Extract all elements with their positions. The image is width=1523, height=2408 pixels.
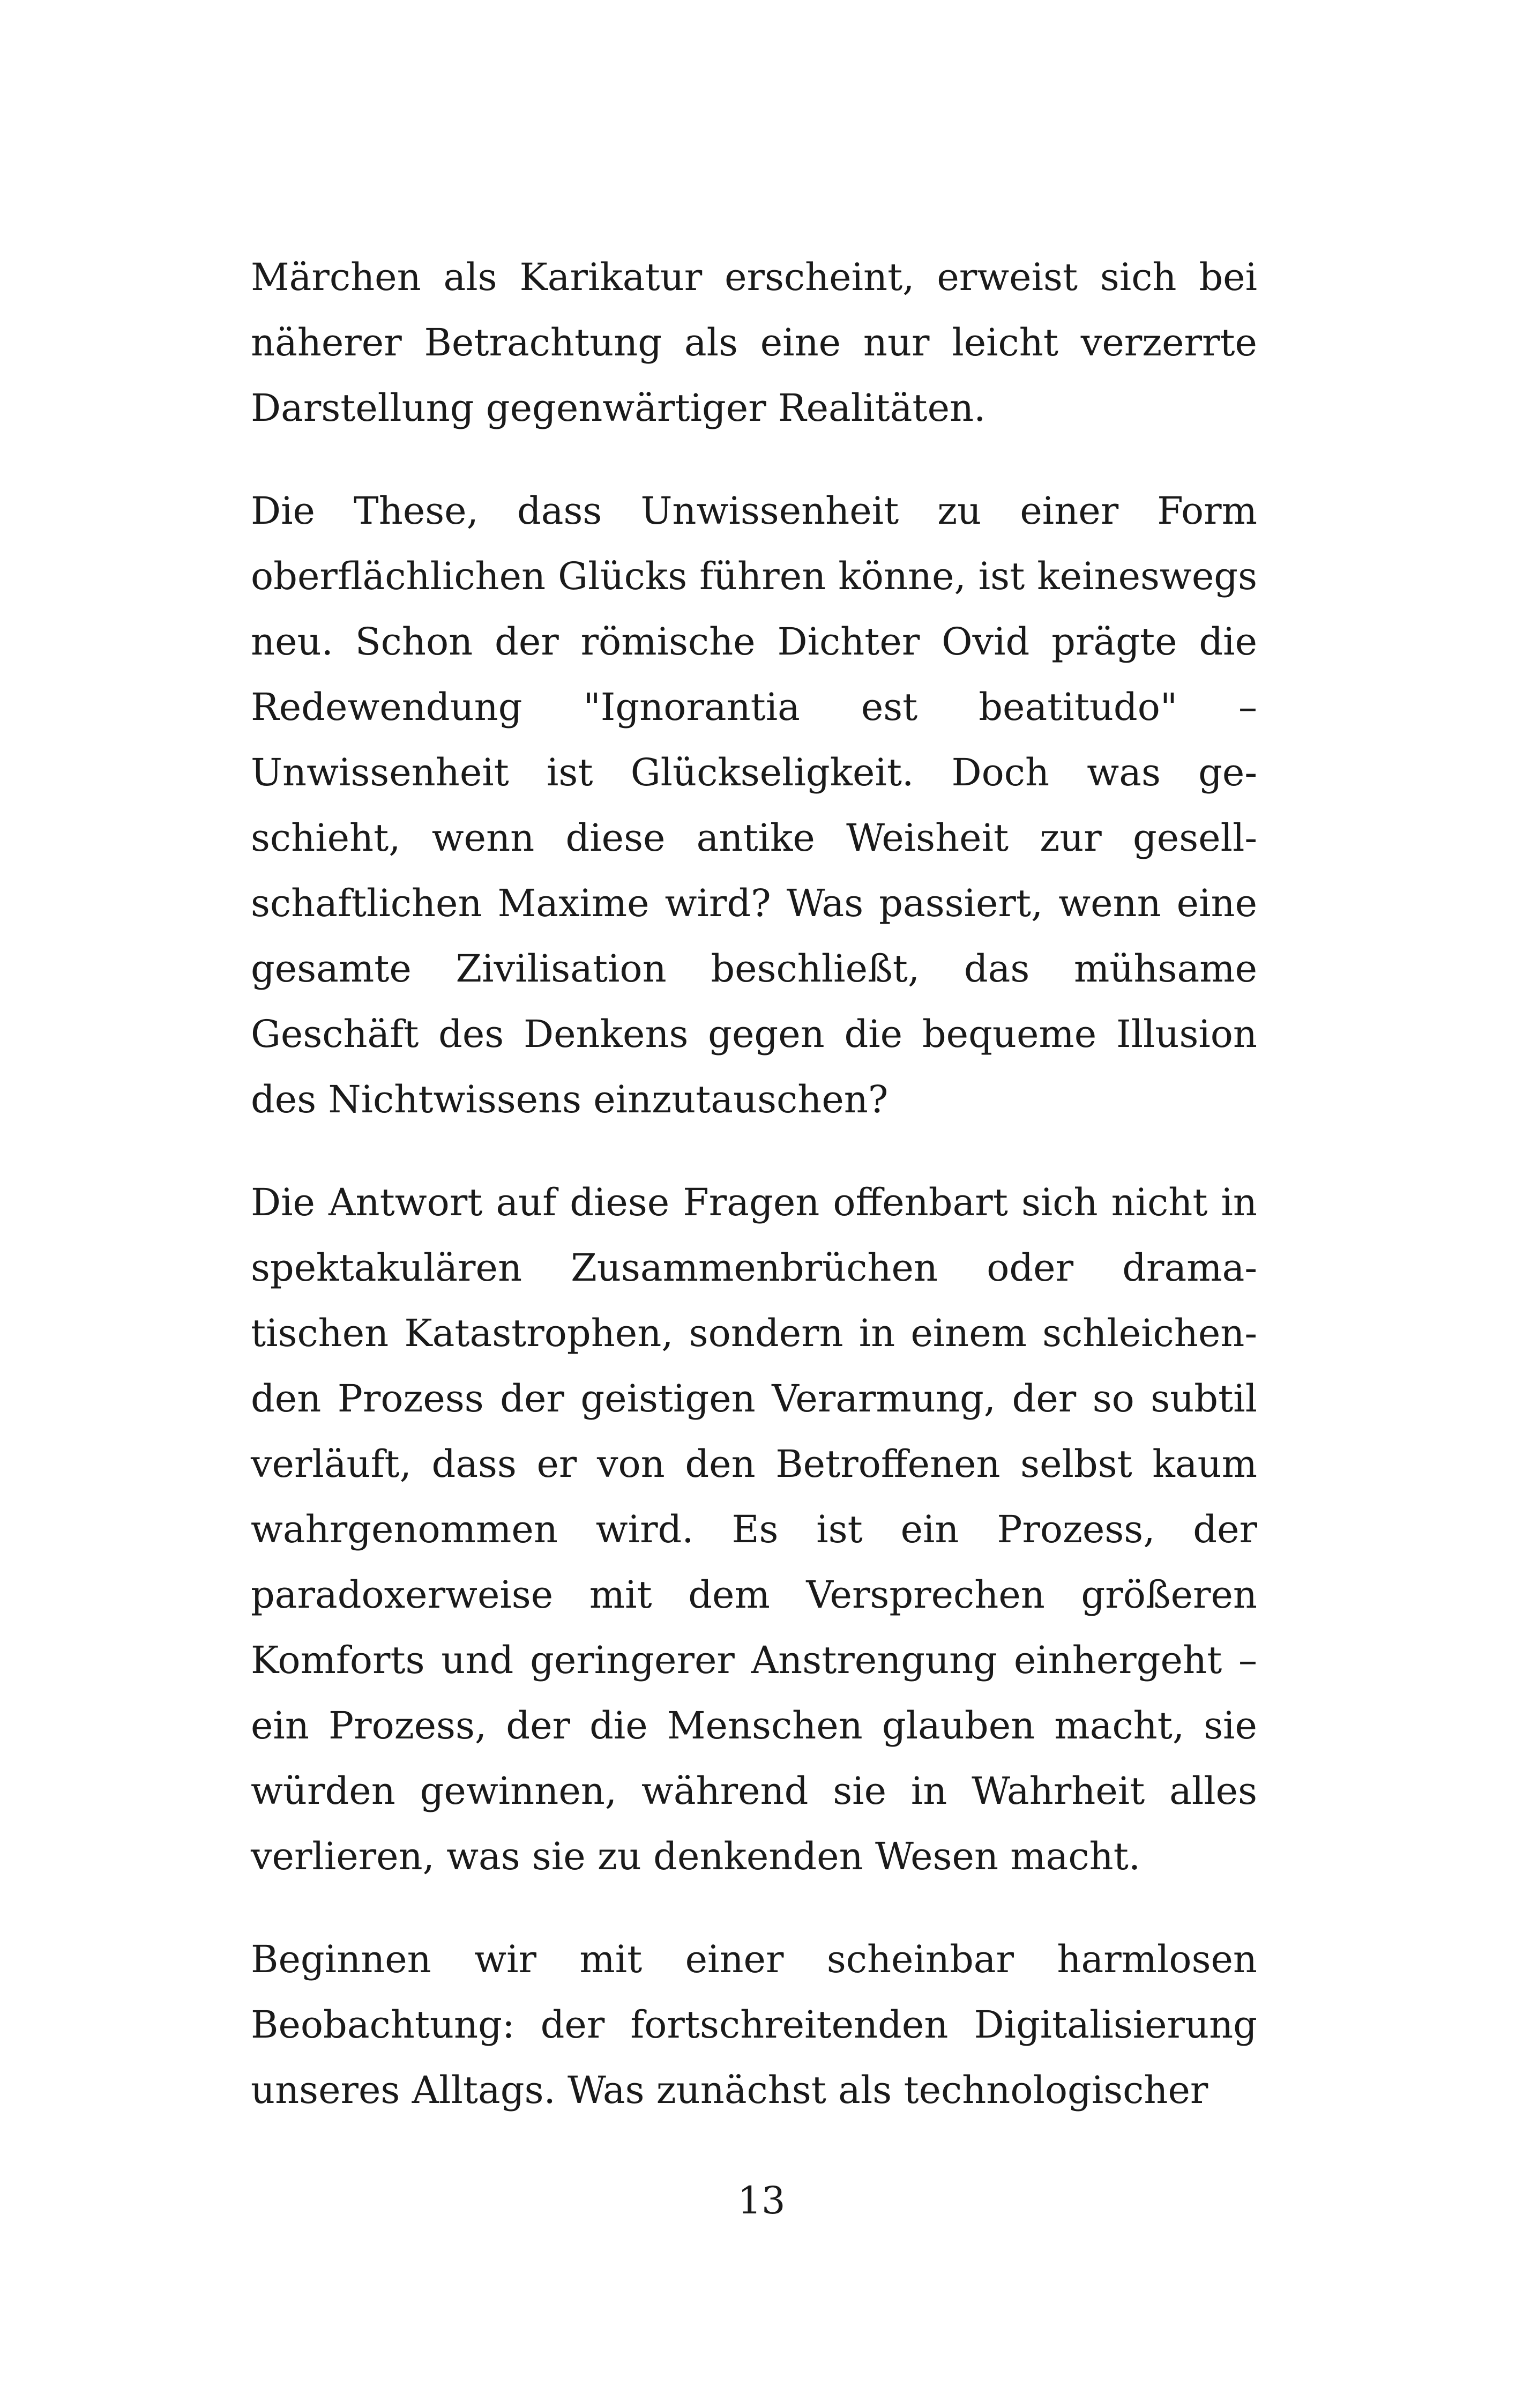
paragraph-1: Märchen als Karikatur erscheint, erweist sich bei näherer Betrachtung als eine nur leicht verzerrte Darstellung gegenwärtiger Realitäten. bbox=[251, 255, 1257, 430]
paragraph-3: Die Antwort auf diese Fragen offenbart sich nicht in spektakulären Zusammenbrüchen oder dramatischen Katastrophen, sondern in einem schleichenden Prozess der geistigen Verarmung, der so subtil verläuft, dass er von den Betroffenen selbst kaum wahrgenommen wird. Es ist ein Prozess, der paradoxerweise mit dem Versprechen größeren Komforts und geringerer Anstrengung einhergeht – ein Prozess, der die Menschen glauben macht, sie würden gewinnen, während sie in Wahrheit alles verlieren, was sie zu denkenden Wesen macht. bbox=[251, 1180, 1257, 1878]
page-number: 13 bbox=[737, 2179, 786, 2223]
paragraph-2: Die These, dass Unwissenheit zu einer Form oberflächlichen Glücks führen könne, ist keineswegs neu. Schon der römische Dichter Ovid prägte die Redewendung "Ignorantia est beatitudo" – Unwissenheit ist Glückseligkeit. Doch was geschieht, wenn diese antike Weisheit zur gesellschaftlichen Maxime wird? Was passiert, wenn eine gesamte Zivilisation beschließt, das mühsame Geschäft des Denkens gegen die bequeme Illusion des Nichtwissens einzutauschen? bbox=[251, 489, 1257, 1121]
paragraph-4: Beginnen wir mit einer scheinbar harmlosen Beobachtung: der fortschreitenden Digitalisierung unseres Alltags. Was zunächst als technologischer bbox=[251, 1937, 1257, 2112]
body-text bbox=[251, 244, 1257, 2123]
